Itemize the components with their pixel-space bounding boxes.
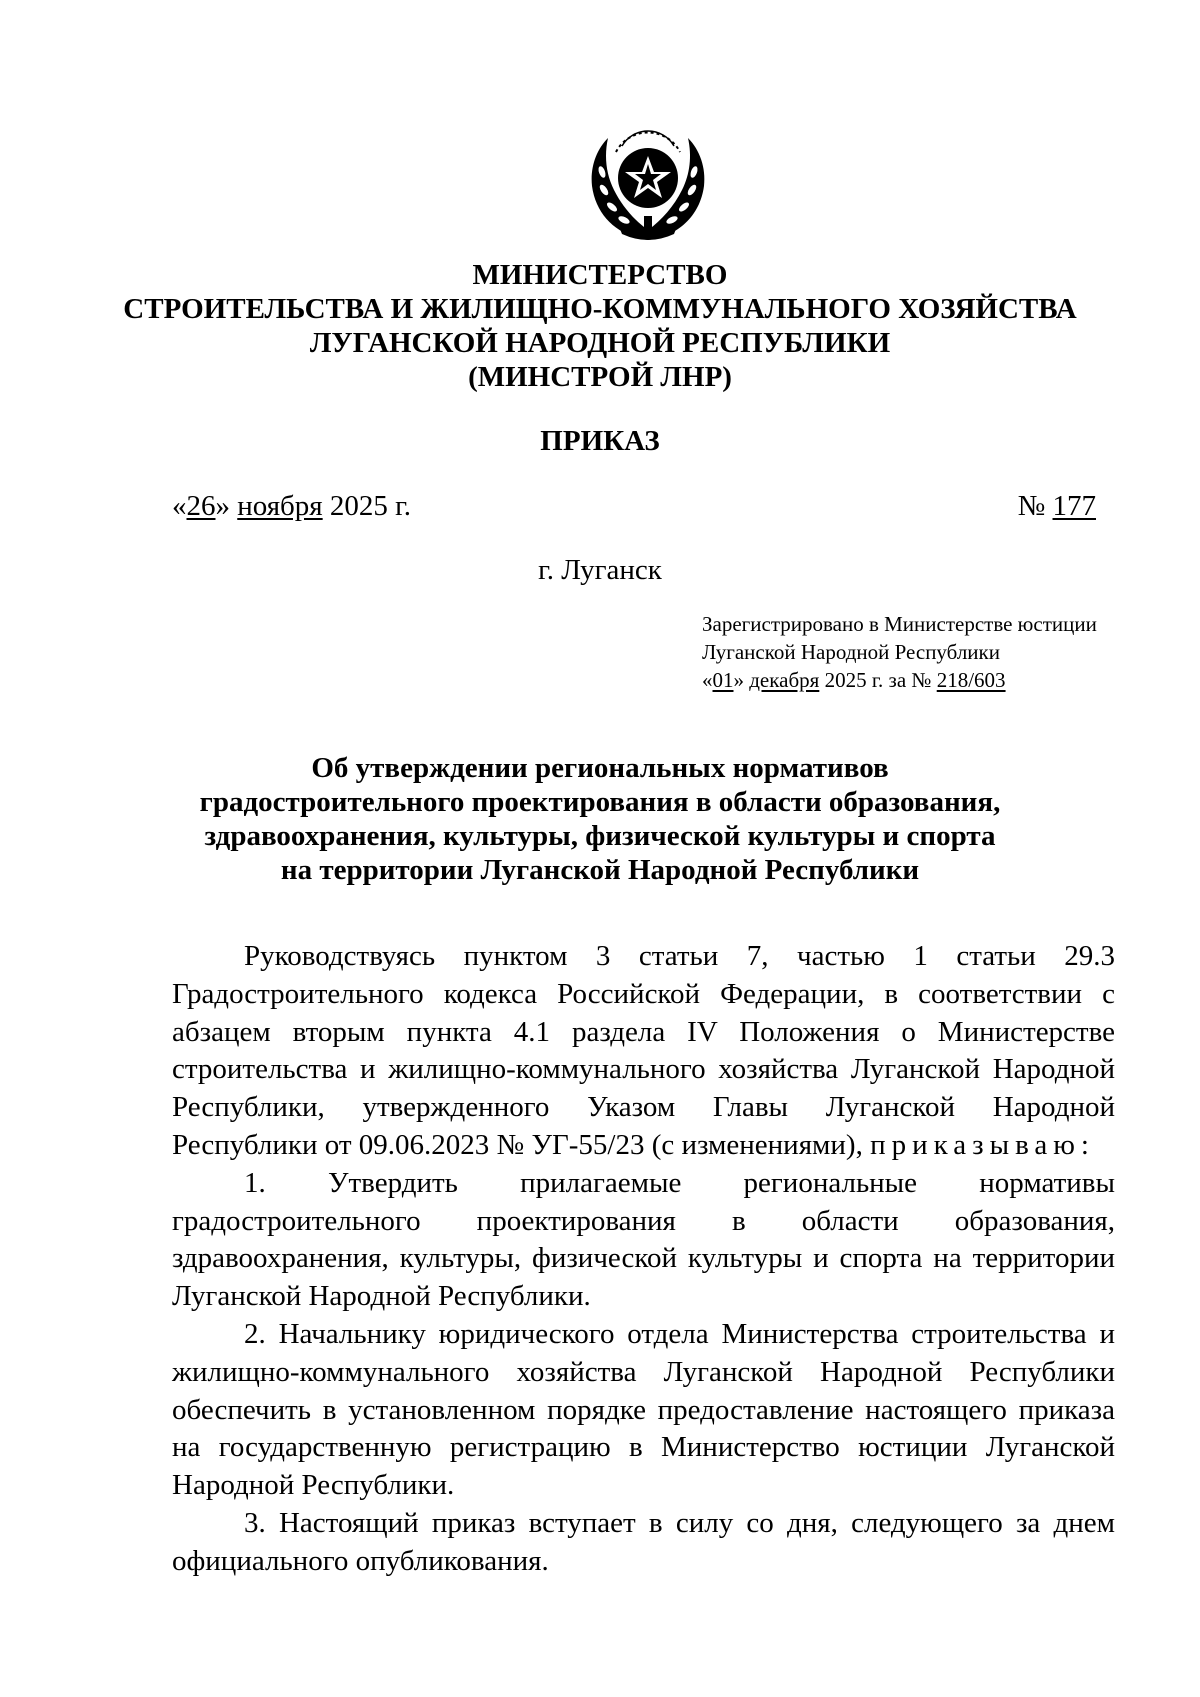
ministry-line-4: (МИНСТРОЙ ЛНР) [468, 361, 732, 393]
order-subject: Об утверждении региональных нормативов градостроительного проектирования в области образования, здравоохранения, культуры, физической культуры и спорта на территории Луганской Народной Республики [199, 752, 1001, 886]
ministry-line-2: СТРОИТЕЛЬСТВА И ЖИЛИЩНО-КОММУНАЛЬНОГО ХОЗЯЙСТВА [123, 293, 1077, 325]
registration-open-quote: « [702, 668, 713, 692]
document-type-title: ПРИКАЗ [540, 425, 660, 457]
preamble-command: приказываю: [870, 1128, 1095, 1161]
order-date [172, 489, 411, 523]
order-item-3: 3. Настоящий приказ вступает в силу со дня, следующего за днем официального опубликования. [172, 1506, 1115, 1577]
preamble-text: Руководствуясь пунктом 3 статьи 7, частью 1 статьи 29.3 Градостроительного кодекса Российской Федерации, в соответствии с абзацем вторым пункта 4.1 раздела IV Положения о Министерстве строительства и жилищно-коммунального хозяйства Луганской Народной Республики, утвержденного Указом Главы Луганской Народной Республики от 09.06.2023 № УГ-55/23 (с изменениями), [172, 940, 1115, 1161]
date-day: 26 [186, 490, 216, 522]
date-month: ноября [237, 490, 323, 522]
registration-day: 01 [712, 668, 734, 692]
order-number [1018, 489, 1096, 523]
registration-line-2: Луганской Народной Республики [702, 640, 1000, 664]
number-value: 177 [1052, 490, 1096, 522]
date-open-quote: « [172, 490, 187, 522]
number-prefix: № [1017, 490, 1046, 522]
registration-year: 2025 г. за № [824, 668, 932, 692]
registration-line-1: Зарегистрировано в Министерстве юстиции [702, 612, 1097, 636]
ministry-header [100, 258, 1100, 394]
preamble-paragraph [172, 938, 1115, 1165]
registration-close-quote: » [733, 668, 744, 692]
date-year: 2025 г. [329, 490, 412, 522]
registration-stamp [702, 610, 1097, 694]
city-line: г. Луганск [538, 554, 662, 586]
ministry-line-3: ЛУГАНСКОЙ НАРОДНОЙ РЕСПУБЛИКИ [309, 327, 891, 359]
order-body [172, 938, 1115, 1581]
registration-month: декабря [749, 668, 820, 692]
registration-number: 218/603 [936, 668, 1006, 692]
coat-of-arms-icon [578, 112, 718, 252]
order-item-2: 2. Начальнику юридического отдела Министерства строительства и жилищно-коммунального хозяйства Луганской Народной Республики обеспечить в установленном порядке предоставление настоящего приказа на государственную регистрацию в Министерство юстиции Луганской Народной Республики. [172, 1317, 1115, 1502]
ministry-line-1: МИНИСТЕРСТВО [472, 259, 728, 291]
registration-line-3 [702, 666, 1097, 694]
order-item-1: 1. Утвердить прилагаемые региональные нормативы градостроительного проектирования в области образования, здравоохранения, культуры, физической культуры и спорта на территории Луганской Народной Республики. [172, 1166, 1115, 1313]
date-close-quote: » [215, 490, 230, 522]
